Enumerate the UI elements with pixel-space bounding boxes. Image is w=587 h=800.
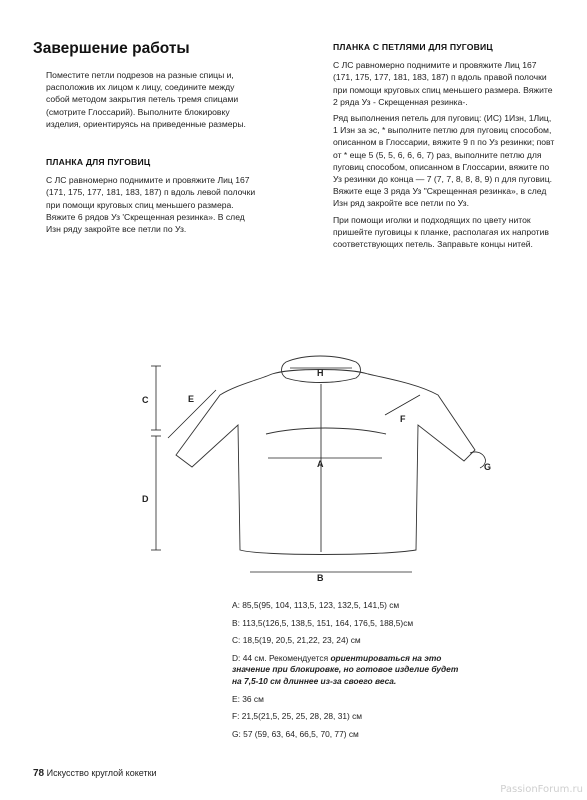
measurement-B: B: 113,5(126,5, 138,5, 151, 164, 176,5, 188,5)см	[232, 617, 414, 628]
label-B: B	[317, 573, 324, 583]
measurements-list	[232, 600, 462, 746]
label-D: D	[142, 494, 149, 504]
buttonhole-band-paragraph-1: С ЛС равномерно поднимите и провяжите Лиц 167 (171, 175, 177, 181, 183, 187) п вдоль правой полочки при помощи круговых спиц меньшего размера. Вяжите 2 ряда Уз - Скрещенная резинка-.	[333, 60, 553, 107]
measurement-G: G: 57 (59, 63, 64, 66,5, 70, 77) см	[232, 728, 359, 739]
button-band-paragraph: С ЛС равномерно поднимите и провяжите Лиц 167 (171, 175, 177, 181, 183, 187) п вдоль левой полочки при помощи круговых спиц меньшего размера. Вяжите 6 рядов Уз 'Скрещенная резинка». В след Изн ряду закройте все петли по Уз.	[46, 175, 256, 235]
measurement-C: C: 18,5(19, 20,5, 21,22, 23, 24) см	[232, 635, 361, 646]
buttonhole-band-title: ПЛАНКА С ПЕТЛЯМИ ДЛЯ ПУГОВИЦ	[333, 42, 493, 52]
measurement-D	[232, 653, 462, 688]
button-band-title: ПЛАНКА ДЛЯ ПУГОВИЦ	[46, 157, 151, 167]
measurement-A: A: 85,5(95, 104, 113,5, 123, 132,5, 141,5) см	[232, 600, 400, 610]
yoke-line	[266, 428, 386, 434]
page-title: Завершение работы	[33, 40, 190, 57]
finishing-paragraph: Поместите петли подрезов на разные спицы и, расположив их лицом к лицу, соедините между собой методом закрытия петель тремя спицами (смотрите Глоссарий). Выполните блокировку изделия, ориентируясь на приведенные размеры.	[46, 70, 246, 129]
label-A: A	[317, 459, 324, 469]
buttonhole-band-paragraph-3: При помощи иголки и подходящих по цвету ниток пришейте пуговицы к планке, располагая их напротив соответствующих петель. Заправьте концы нитей.	[333, 214, 549, 250]
sweater-outline	[176, 370, 475, 555]
finishing-section	[46, 69, 246, 134]
page-footer	[33, 768, 157, 779]
buttonhole-band-paragraph-2: Ряд выполнения петель для пуговиц: (ИС) 1Изн, 1Лиц, 1 Изн за эс, * выполните петлю для пуговиц способом, описанном в Глоссарии, вяжите 9 п по Уз резинки; повт от * еще 5 (5, 5, 6, 6, 6, 7) раз, выполните петлю для пуговиц способом, описанном в Глоссарии, вяжите по Уз резинки до конца — 7 (7, 7, 8, 8, 8, 9) п для пуговиц. Вяжите еще 3 ряда Уз "Скрещенная резинка», в след Изн ряд закройте все петли по Уз.	[333, 113, 555, 209]
label-G: G	[484, 462, 492, 472]
watermark: PassionForum.ru	[500, 784, 583, 795]
label-C: C	[142, 395, 149, 405]
measurement-D-emphasis: ориентироваться на это значение при блокировке, но готовое изделие будет на 7,5-10 см длиннее из-за своего веса.	[232, 652, 459, 686]
label-E: E	[188, 394, 195, 404]
label-H: H	[317, 368, 324, 378]
label-F: F	[400, 414, 406, 424]
sweater-schematic	[120, 340, 520, 585]
page-number: 78	[33, 768, 45, 779]
buttonhole-band-section	[333, 41, 558, 254]
measurement-D-prefix: D: 44 см. Рекомендуется	[232, 652, 331, 663]
publication-title: Искусство круглой кокетки	[46, 768, 157, 778]
measurement-F: F: 21,5(21,5, 25, 25, 28, 28, 31) см	[232, 711, 363, 722]
measurement-E: E: 36 см	[232, 693, 264, 704]
button-band-section	[46, 150, 258, 239]
